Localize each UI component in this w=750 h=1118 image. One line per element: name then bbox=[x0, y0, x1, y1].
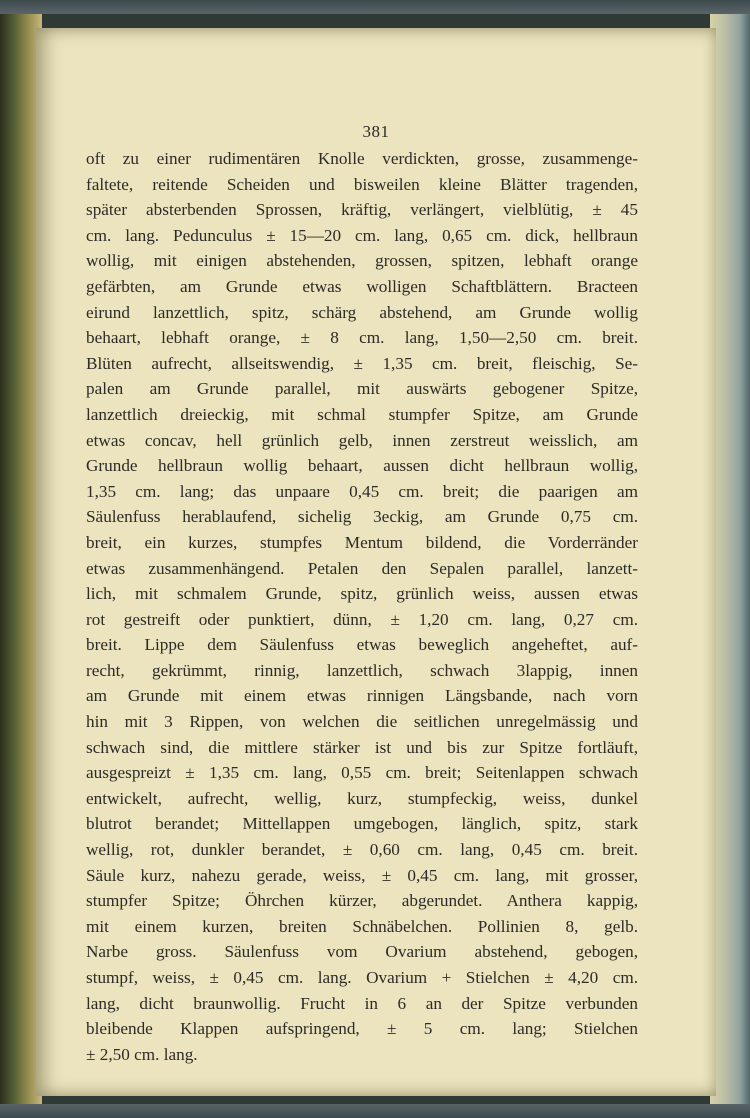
text-line: blutrot berandet; Mittellappen umgebogen, länglich, spitz, stark bbox=[86, 814, 638, 834]
text-line: Blüten aufrecht, allseitswendig, ± 1,35 cm. breit, fleischig, Se- bbox=[86, 353, 638, 373]
text-line: oft zu einer rudimentären Knolle verdickten, grosse, zusammenge- bbox=[86, 149, 638, 168]
page-body-text bbox=[86, 146, 638, 1067]
text-line: stumpf, weiss, ± 0,45 cm. lang. Ovarium + Stielchen ± 4,20 cm. bbox=[86, 968, 638, 987]
text-line: Säulenfuss herablaufend, sichelig 3eckig, am Grunde 0,75 cm. bbox=[86, 507, 638, 527]
text-line: später absterbenden Sprossen, kräftig, verlängert, vielblütig, ± 45 bbox=[86, 200, 638, 220]
text-line: lanzettlich dreieckig, mit schmal stumpfer Spitze, am Grunde bbox=[86, 404, 638, 424]
text-line: am Grunde mit einem etwas rinnigen Längsbande, nach vorn bbox=[86, 686, 638, 706]
book-edge-top bbox=[0, 0, 750, 14]
text-line: Säule kurz, nahezu gerade, weiss, ± 0,45 cm. lang, mit grosser, bbox=[86, 865, 638, 885]
text-line: ausgespreizt ± 1,35 cm. lang, 0,55 cm. breit; Seitenlappen schwach bbox=[86, 763, 638, 783]
text-line: bleibende Klappen aufspringend, ± 5 cm. lang; Stielchen bbox=[86, 1019, 638, 1039]
book-edge-bottom bbox=[0, 1104, 750, 1118]
text-line: schwach sind, die mittlere stärker ist und bis zur Spitze fortläuft, bbox=[86, 737, 638, 757]
text-line: mit einem kurzen, breiten Schnäbelchen. Pollinien 8, gelb. bbox=[86, 916, 638, 936]
text-line: behaart, lebhaft orange, ± 8 cm. lang, 1,50—2,50 cm. breit. bbox=[86, 328, 638, 348]
text-line: Grunde hellbraun wollig behaart, aussen dicht hellbraun wollig, bbox=[86, 456, 638, 476]
text-line: recht, gekrümmt, rinnig, lanzettlich, schwach 3lappig, innen bbox=[86, 660, 638, 680]
text-line: Narbe gross. Säulenfuss vom Ovarium abstehend, gebogen, bbox=[86, 942, 638, 962]
text-line: breit. Lippe dem Säulenfuss etwas beweglich angeheftet, auf- bbox=[86, 635, 638, 655]
text-line: eirund lanzettlich, spitz, schärg abstehend, am Grunde wollig bbox=[86, 302, 638, 322]
text-line: 1,35 cm. lang; das unpaare 0,45 cm. breit; die paarigen am bbox=[86, 481, 638, 501]
text-line: wellig, rot, dunkler berandet, ± 0,60 cm. lang, 0,45 cm. breit. bbox=[86, 840, 638, 860]
text-line: faltete, reitende Scheiden und bisweilen kleine Blätter tragenden, bbox=[86, 174, 638, 194]
text-line: wollig, mit einigen abstehenden, grossen, spitzen, lebhaft orange bbox=[86, 251, 638, 271]
text-line: ± 2,50 cm. lang. bbox=[86, 1044, 198, 1064]
text-line: etwas concav, hell grünlich gelb, innen zerstreut weisslich, am bbox=[86, 430, 638, 450]
text-line: lang, dicht braunwollig. Frucht in 6 an der Spitze verbunden bbox=[86, 993, 638, 1013]
page-stack-edge bbox=[710, 14, 750, 1104]
text-line: rot gestreift oder punktiert, dünn, ± 1,20 cm. lang, 0,27 cm. bbox=[86, 609, 638, 629]
text-line: cm. lang. Pedunculus ± 15—20 cm. lang, 0,65 cm. dick, hellbraun bbox=[86, 225, 638, 245]
text-line: stumpfer Spitze; Öhrchen kürzer, abgerundet. Anthera kappig, bbox=[86, 891, 638, 911]
text-line: lich, mit schmalem Grunde, spitz, grünlich weiss, aussen etwas bbox=[86, 584, 638, 604]
text-line: breit, ein kurzes, stumpfes Mentum bildend, die Vorderränder bbox=[86, 532, 638, 552]
text-line: palen am Grunde parallel, mit auswärts gebogener Spitze, bbox=[86, 379, 638, 399]
page-number: 381 bbox=[362, 122, 390, 141]
book-page bbox=[36, 28, 716, 1096]
text-line: etwas zusammenhängend. Petalen den Sepalen parallel, lanzett- bbox=[86, 558, 638, 578]
text-line: hin mit 3 Rippen, von welchen die seitlichen unregelmässig und bbox=[86, 712, 638, 732]
text-line: entwickelt, aufrecht, wellig, kurz, stumpfeckig, weiss, dunkel bbox=[86, 788, 638, 808]
text-line: gefärbten, am Grunde etwas wolligen Schaftblättern. Bracteen bbox=[86, 276, 638, 296]
